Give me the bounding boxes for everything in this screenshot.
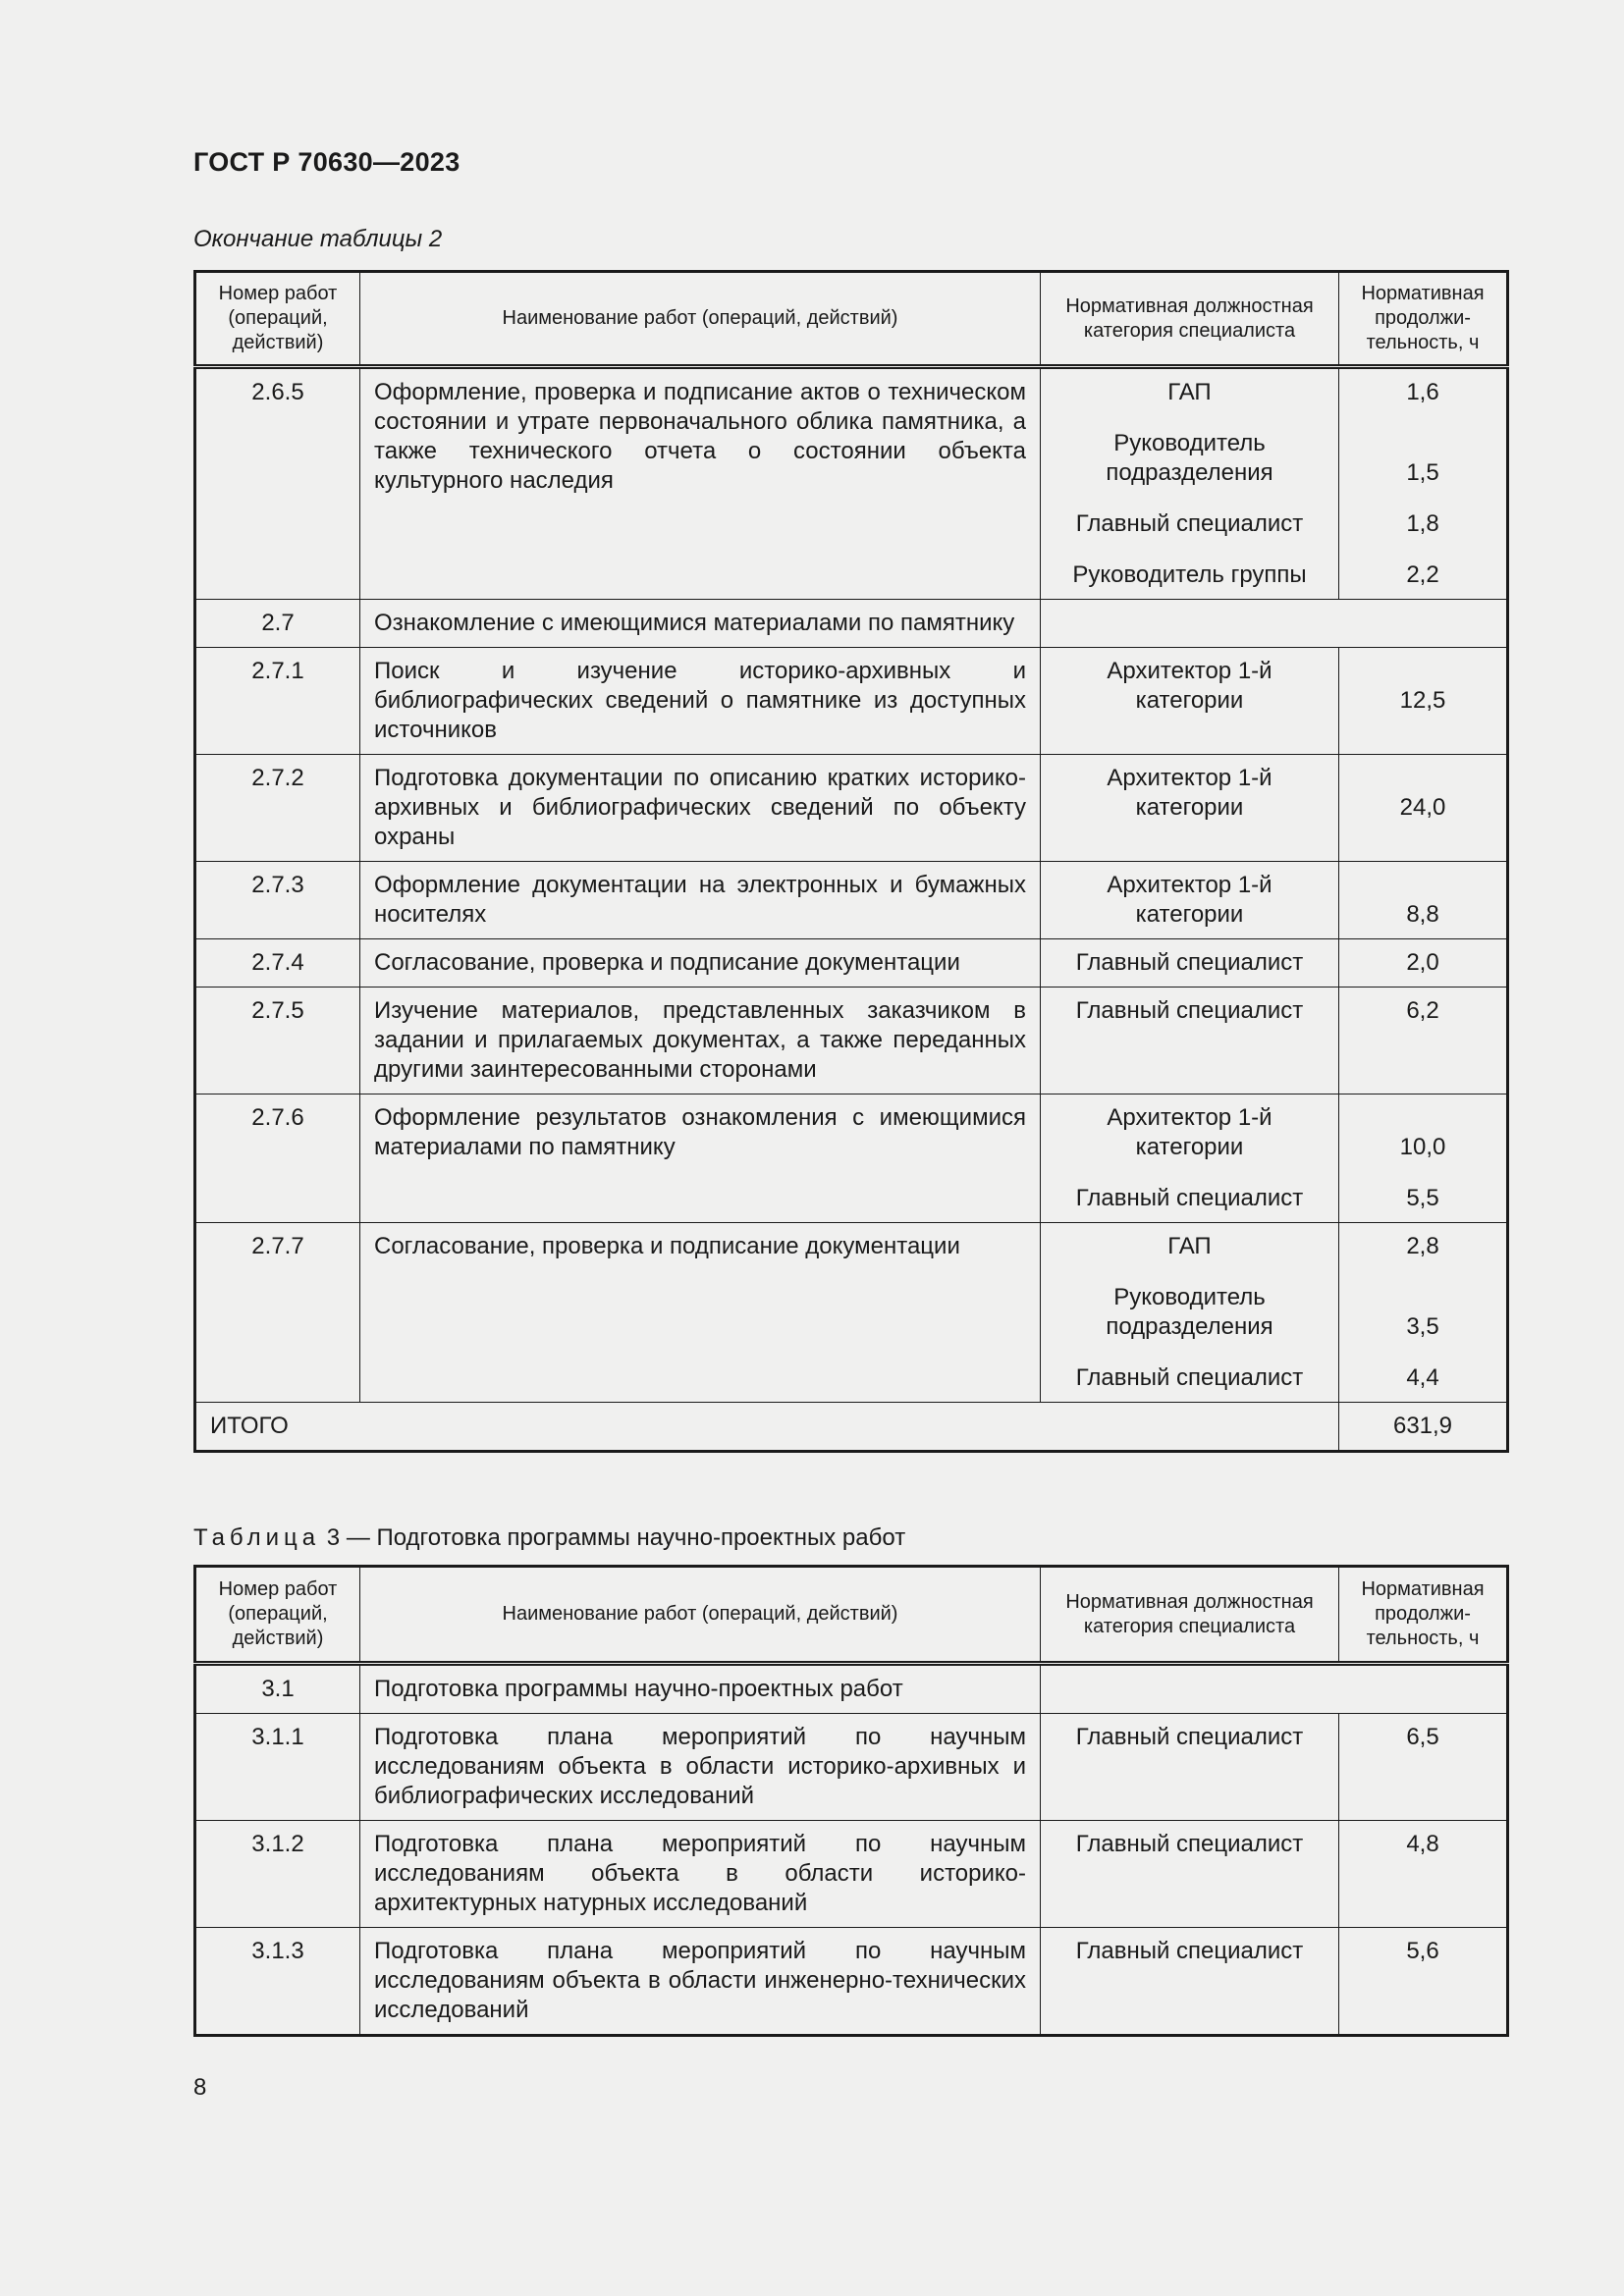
specialist-category (1041, 755, 1339, 862)
work-name: Оформление, проверка и подписание актов о техническом состоянии и утрате первоначального облика памятника, а также технического отчета о состоянии объекта культурного наследия (360, 367, 1041, 600)
entry-gap (1353, 1261, 1492, 1283)
duration-hours (1339, 367, 1508, 600)
table-3 (193, 1565, 1509, 2037)
work-number: 2.7.7 (195, 1223, 360, 1403)
entry-gap (1055, 1162, 1325, 1184)
category-value: Главный специалист (1075, 510, 1304, 537)
work-number: 2.7.5 (195, 988, 360, 1095)
category-value: Архитектор 1-й категории (1107, 658, 1272, 714)
specialist-category (1041, 1095, 1339, 1223)
duration-value: 1,6 (1406, 379, 1439, 405)
entry-gap (1353, 488, 1492, 509)
col-header-num: Номер работ (операций, действий) (195, 272, 360, 367)
table-row (195, 939, 1508, 988)
category-value: Главный специалист (1075, 1364, 1304, 1391)
entry-gap (1353, 1342, 1492, 1363)
col-header-name: Наименование работ (операций, действий) (360, 272, 1041, 367)
duration-value: 8,8 (1406, 901, 1439, 928)
duration-value: 2,2 (1406, 561, 1439, 588)
specialist-category (1041, 988, 1339, 1095)
category-value: Главный специалист (1075, 1831, 1304, 1857)
entry-gap (1055, 1342, 1325, 1363)
total-row (195, 1403, 1508, 1452)
duration-hours (1339, 1095, 1508, 1223)
specialist-category (1041, 862, 1339, 939)
work-name: Оформление результатов ознакомления с имеющимися материалами по памятнику (360, 1095, 1041, 1223)
total-label: ИТОГО (195, 1403, 1339, 1452)
duration-hours (1339, 755, 1508, 862)
table3-caption (193, 1524, 905, 1552)
work-name: Подготовка плана мероприятий по научным исследованиям объекта в области историко-архитектурных натурных исследований (360, 1821, 1041, 1928)
table3-caption-number: 3 (326, 1524, 341, 1551)
duration-value: 12,5 (1399, 687, 1446, 714)
table-row (195, 862, 1508, 939)
table-header-row (195, 272, 1508, 367)
duration-value: 24,0 (1399, 794, 1446, 821)
specialist-category (1041, 1821, 1339, 1928)
work-number: 2.6.5 (195, 367, 360, 600)
entry-gap (1353, 1162, 1492, 1184)
duration-value: 2,0 (1406, 949, 1439, 976)
empty-merged-cell (1041, 1664, 1508, 1714)
category-value: Руководитель группы (1072, 561, 1307, 588)
work-name: Подготовка плана мероприятий по научным исследованиям объекта в области инженерно-технических исследований (360, 1928, 1041, 2036)
duration-hours (1339, 1714, 1508, 1821)
duration-hours (1339, 862, 1508, 939)
category-value: Архитектор 1-й категории (1107, 765, 1272, 821)
table-row (195, 1223, 1508, 1403)
work-name: Подготовка плана мероприятий по научным исследованиям объекта в области историко-архивных и библиографических исследований (360, 1714, 1041, 1821)
category-value: Архитектор 1-й категории (1107, 1104, 1272, 1160)
duration-hours (1339, 988, 1508, 1095)
work-name: Подготовка программы научно-проектных работ (360, 1664, 1041, 1714)
table-row (195, 1928, 1508, 2036)
duration-value: 4,8 (1406, 1831, 1439, 1857)
work-number: 2.7.2 (195, 755, 360, 862)
table-row (195, 755, 1508, 862)
table-row (195, 1714, 1508, 1821)
table3-caption-title: — Подготовка программы научно-проектных работ (346, 1524, 906, 1551)
work-name: Согласование, проверка и подписание документации (360, 1223, 1041, 1403)
table-row (195, 600, 1508, 648)
work-number: 3.1 (195, 1664, 360, 1714)
work-name: Оформление документации на электронных и бумажных носителях (360, 862, 1041, 939)
entry-gap (1353, 407, 1492, 429)
duration-hours (1339, 1223, 1508, 1403)
work-number: 2.7 (195, 600, 360, 648)
duration-value: 6,2 (1406, 997, 1439, 1024)
col-header-duration: Нормативная продолжи-тельность, ч (1339, 1567, 1508, 1664)
table-row (195, 648, 1508, 755)
duration-hours (1339, 1928, 1508, 2036)
specialist-category (1041, 367, 1339, 600)
work-name: Изучение материалов, представленных заказчиком в задании и прилагаемых документах, а также переданных другими заинтересованными сторонами (360, 988, 1041, 1095)
entry-gap (1055, 488, 1325, 509)
work-number: 2.7.3 (195, 862, 360, 939)
category-value: Главный специалист (1075, 997, 1304, 1024)
entry-gap (1055, 407, 1325, 429)
col-header-duration: Нормативная продолжи-тельность, ч (1339, 272, 1508, 367)
work-name: Подготовка документации по описанию кратких историко-архивных и библиографических сведений по объекту охраны (360, 755, 1041, 862)
duration-hours (1339, 939, 1508, 988)
duration-hours (1339, 648, 1508, 755)
work-number: 3.1.1 (195, 1714, 360, 1821)
duration-value: 1,5 (1406, 459, 1439, 486)
document-title: ГОСТ Р 70630—2023 (193, 147, 460, 177)
total-value: 631,9 (1339, 1403, 1508, 1452)
duration-value: 6,5 (1406, 1724, 1439, 1750)
work-number: 2.7.1 (195, 648, 360, 755)
work-number: 3.1.2 (195, 1821, 360, 1928)
duration-value: 2,8 (1406, 1233, 1439, 1259)
col-header-num: Номер работ (операций, действий) (195, 1567, 360, 1664)
col-header-category: Нормативная должностная категория специалиста (1041, 1567, 1339, 1664)
category-value: Руководитель подразделения (1106, 1284, 1273, 1340)
entry-gap (1055, 539, 1325, 561)
duration-value: 5,5 (1406, 1185, 1439, 1211)
col-header-category: Нормативная должностная категория специалиста (1041, 272, 1339, 367)
table-row (195, 1095, 1508, 1223)
category-value: Архитектор 1-й категории (1107, 872, 1272, 928)
table-row (195, 367, 1508, 600)
work-number: 2.7.6 (195, 1095, 360, 1223)
category-value: Главный специалист (1075, 949, 1304, 976)
table-row (195, 1664, 1508, 1714)
table-row (195, 1821, 1508, 1928)
specialist-category (1041, 1714, 1339, 1821)
work-number: 2.7.4 (195, 939, 360, 988)
work-name: Поиск и изучение историко-архивных и библиографических сведений о памятнике из доступных источников (360, 648, 1041, 755)
work-name: Согласование, проверка и подписание документации (360, 939, 1041, 988)
duration-value: 10,0 (1399, 1134, 1446, 1160)
specialist-category (1041, 648, 1339, 755)
category-value: Главный специалист (1075, 1185, 1304, 1211)
duration-value: 5,6 (1406, 1938, 1439, 1964)
duration-hours (1339, 1821, 1508, 1928)
category-value: Главный специалист (1075, 1724, 1304, 1750)
table3-caption-prefix: Таблица (193, 1524, 321, 1551)
work-name: Ознакомление с имеющимися материалами по памятнику (360, 600, 1041, 648)
entry-gap (1055, 1261, 1325, 1283)
category-value: ГАП (1167, 1233, 1212, 1259)
duration-value: 4,4 (1406, 1364, 1439, 1391)
work-number: 3.1.3 (195, 1928, 360, 2036)
specialist-category (1041, 1223, 1339, 1403)
page-number: 8 (193, 2074, 207, 2101)
table-header-row (195, 1567, 1508, 1664)
empty-merged-cell (1041, 600, 1508, 648)
col-header-name: Наименование работ (операций, действий) (360, 1567, 1041, 1664)
table-row (195, 988, 1508, 1095)
category-value: ГАП (1167, 379, 1212, 405)
duration-value: 1,8 (1406, 510, 1439, 537)
category-value: Главный специалист (1075, 1938, 1304, 1964)
entry-gap (1353, 539, 1492, 561)
duration-value: 3,5 (1406, 1313, 1439, 1340)
table-2 (193, 270, 1509, 1453)
table2-caption: Окончание таблицы 2 (193, 226, 443, 252)
category-value: Руководитель подразделения (1106, 430, 1273, 486)
specialist-category (1041, 1928, 1339, 2036)
specialist-category (1041, 939, 1339, 988)
